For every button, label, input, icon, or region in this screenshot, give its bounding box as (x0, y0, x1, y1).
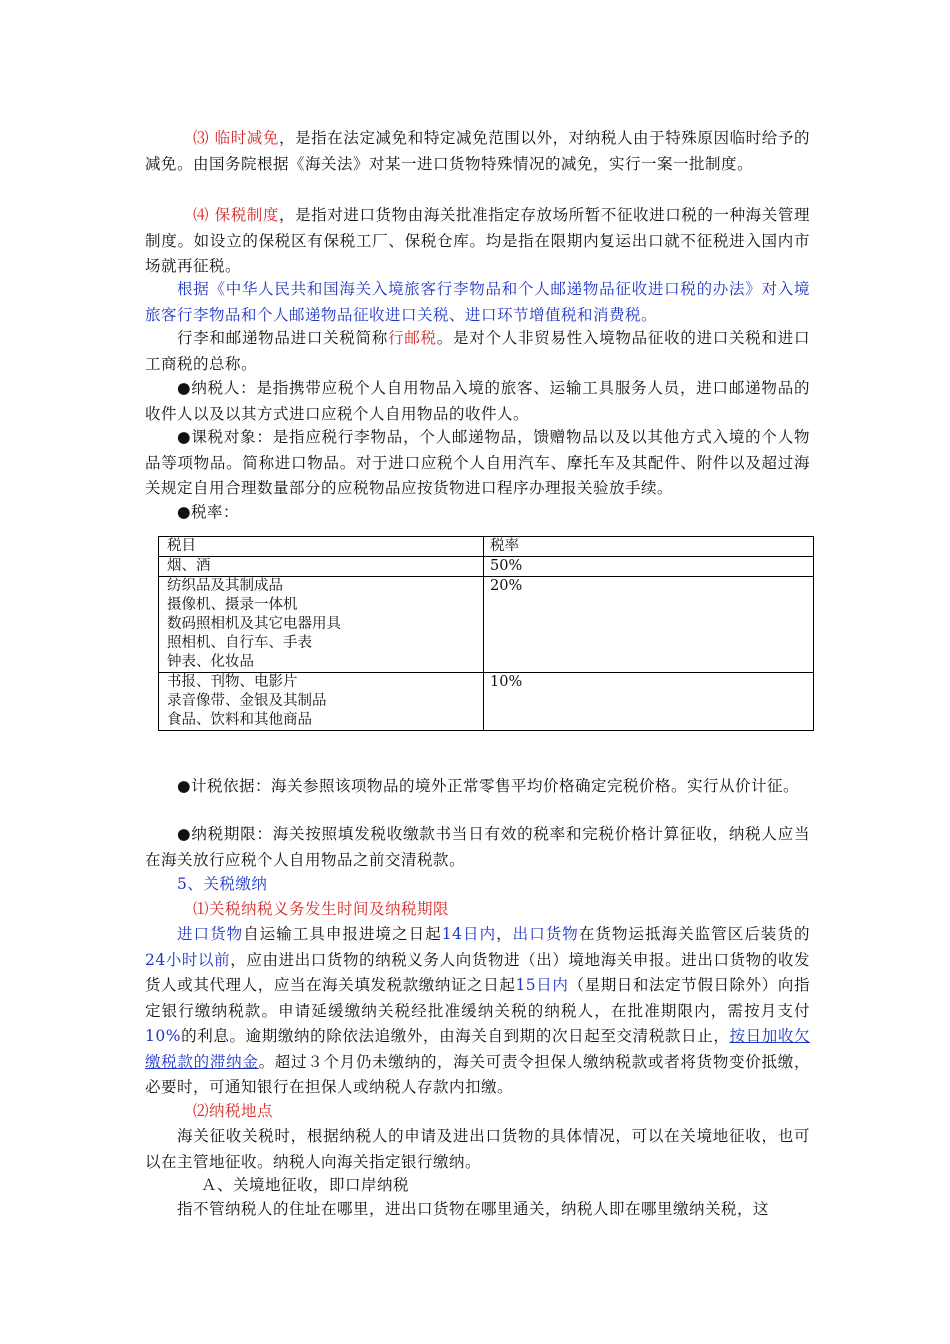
paragraph-text: 的利息。逾期缴纳的除依法追缴外，由海关自到期的次日起至交清税款日止， (180, 1027, 730, 1045)
paragraph-text: （星期日和法定节假日除外）向指定银行缴纳税款。申请延缓缴纳关税经批准缓纳关税的纳税人，在批准期限内，需按月支付 (145, 976, 810, 1020)
paragraph-temporary-reduction (145, 126, 810, 177)
paragraph-text: ，应由进出口货物的纳税义务人向货物进（出）境地海关申报。进出口货物的收发货人或其代理人，应当在海关填发税款缴纳证之日起 (145, 950, 810, 994)
paragraph-text: ， (496, 925, 513, 943)
tax-item: 录音像带、金银及其制品 (167, 693, 327, 709)
paragraph-tax-basis: ●计税依据：海关参照该项物品的境外正常零售平均价格确定完税价格。实行从价计征。 (177, 777, 800, 795)
tax-item: 照相机、自行车、手表 (167, 635, 312, 651)
paragraph-text: ，是指在法定减免和特定减免范围以外，对纳税人由于特殊原因临时给予的减免。由国务院根据《海关法》对某一进口货物特殊情况的减免，实行一案一批制度。 (145, 129, 810, 173)
term-export-goods: 出口货物 (512, 925, 579, 943)
paragraph-payment-deadline (145, 922, 810, 1101)
section-heading-tariff-payment: 5、关税缴纳 (177, 875, 268, 893)
term-import-goods: 进口货物 (177, 925, 244, 943)
tax-item: 数码照相机及其它电器用具 (167, 616, 341, 632)
tax-item: 烟、酒 (167, 558, 211, 574)
subheading-tax-obligation-time: ⑴关税纳税义务发生时间及纳税期限 (193, 900, 450, 918)
paragraph-text: 行李和邮递物品进口关税简称 (177, 329, 389, 347)
header-tax-rate: 税率 (484, 537, 814, 557)
paragraph-tax-period: ●纳税期限：海关按照填发税收缴款书当日有效的税率和完税价格计算征收，纳税人应当在海关放行应税个人自用物品之前交清税款。 (145, 825, 810, 869)
tax-rate-cell: 50% (484, 557, 814, 577)
term-24-hours: 24小时以前 (145, 950, 231, 969)
marker-3: ⑶ (193, 129, 210, 147)
tax-item-cell (159, 577, 484, 673)
tax-rate-cell: 10% (484, 673, 814, 731)
table-row (159, 673, 814, 731)
tax-item: 食品、饮料和其他商品 (167, 712, 312, 728)
tax-rate-table (158, 536, 814, 731)
term-15-days: 15日内 (515, 976, 569, 994)
term-postal-tax: 行邮税 (388, 329, 437, 347)
tax-rate-cell: 20% (484, 577, 814, 673)
term-14-days: 14日内 (441, 925, 497, 943)
table-row (159, 577, 814, 673)
tax-item: 钟表、化妆品 (167, 654, 254, 670)
term-late-fee: 按日加收欠缴税款的滞纳金 (145, 1027, 810, 1071)
table-row (159, 557, 814, 577)
paragraph-postal-tax (145, 326, 810, 377)
tax-item: 书报、刊物、电影片 (167, 674, 298, 690)
table-header-row (159, 537, 814, 557)
tax-item-cell (159, 673, 484, 731)
paragraph-taxpayer: ●纳税人：是指携带应税个人自用物品入境的旅客、运输工具服务人员，进口邮递物品的收件人以及以其方式进口应税个人自用物品的收件人。 (145, 379, 810, 423)
subheading-tax-location: ⑵纳税地点 (193, 1102, 274, 1120)
paragraph-tax-object: ●课税对象：是指应税行李物品，个人邮递物品，馈赠物品以及以其他方式入境的个人物品等项物品。简称进口物品。对于进口应税个人自用汽车、摩托车及其配件、附件以及超过海关规定自用合理数量部分的应税物品应按货物进口程序办理报关验放手续。 (145, 428, 810, 497)
paragraph-text: 在货物运抵海关监管区后装货的 (578, 925, 810, 943)
paragraph-regulation-reference: 根据《中华人民共和国海关入境旅客行李物品和个人邮递物品征收进口税的办法》对入境旅客行李物品和个人邮递物品征收进口关税、进口环节增值税和消费税。 (145, 280, 810, 324)
tax-item: 摄像机、摄录一体机 (167, 597, 298, 613)
tax-item-cell (159, 557, 484, 577)
paragraph-text: ，是指对进口货物由海关批准指定存放场所暂不征收进口税的一种海关管理制度。如设立的保税区有保税工厂、保税仓库。均是指在限期内复运出口就不征税进入国内市场就再征税。 (145, 206, 810, 275)
tax-item: 纺织品及其制成品 (167, 578, 283, 594)
paragraph-text: 。是对个人非贸易性入境物品征收的进口关税和进口工商税的总称。 (145, 329, 810, 373)
paragraph-text: 自运输工具申报进境之日起 (243, 925, 442, 943)
paragraph-tax-rate-label: ●税率： (177, 503, 240, 521)
header-tax-item: 税目 (159, 537, 484, 557)
term-temporary-reduction: 临时减免 (214, 129, 279, 147)
paragraph-collection-location: 海关征收关税时，根据纳税人的申请及进出口货物的具体情况，可以在关境地征收，也可以在主管地征收。纳税人向海关指定银行缴纳。 (145, 1127, 810, 1171)
marker-4: ⑷ (193, 206, 210, 224)
paragraph-text: 。超过３个月仍未缴纳的，海关可责令担保人缴纳税款或者将货物变价抵缴，必要时，可通知银行在担保人或纳税人存款内扣缴。 (145, 1052, 810, 1096)
term-bonded-system: 保税制度 (214, 206, 279, 224)
term-interest-rate: 10% (145, 1027, 181, 1045)
paragraph-border-collection: Ａ、关境地征收，即口岸纳税 (201, 1176, 410, 1194)
paragraph-port-tax: 指不管纳税人的住址在哪里，进出口货物在哪里通关，纳税人即在哪里缴纳关税，这 (177, 1200, 770, 1218)
paragraph-bonded-system (145, 203, 810, 280)
